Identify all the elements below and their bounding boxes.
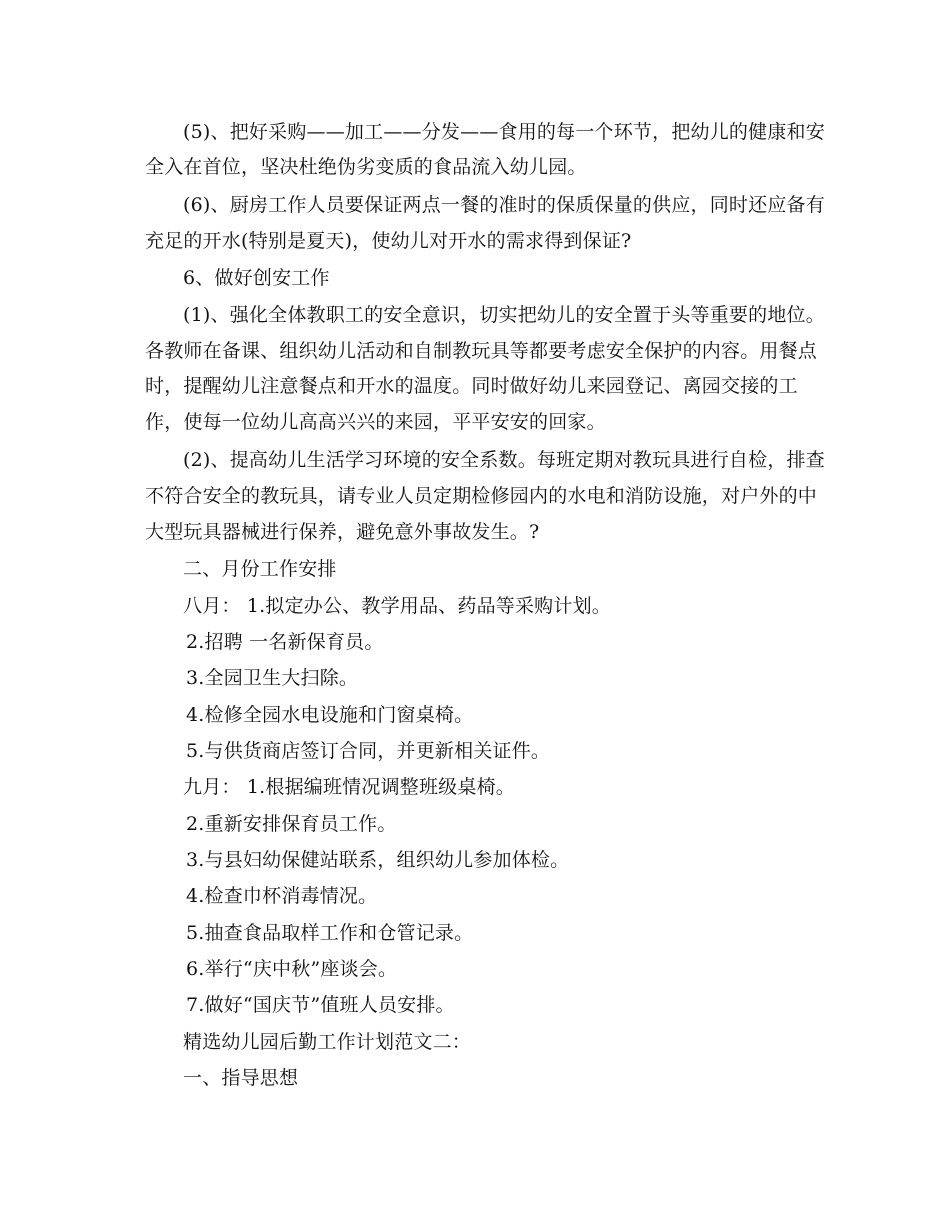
list-item: 5.与供货商店签订合同，并更新相关证件。 <box>186 740 551 762</box>
section-heading: 一、指导思想 <box>183 1067 299 1089</box>
list-item: 5.抽查食品取样工作和仓管记录。 <box>186 922 474 944</box>
list-item: 3.全园卫生大扫除。 <box>186 667 359 689</box>
paragraph-line: (6)、厨房工作人员要保证两点一餐的准时的保质保量的供应，同时还应备有 <box>183 194 825 216</box>
list-item: 九月： 1.根据编班情况调整班级桌椅。 <box>183 776 515 798</box>
list-item: 6.举行“庆中秋”座谈会。 <box>186 958 398 980</box>
list-item: 八月： 1.拟定办公、教学用品、药品等采购计划。 <box>183 595 611 617</box>
section-heading: 二、月份工作安排 <box>183 558 337 580</box>
paragraph-line: 不符合安全的教玩具，请专业人员定期检修园内的水电和消防设施，对户外的中 <box>145 485 818 507</box>
list-item: 2.重新安排保育员工作。 <box>186 813 397 835</box>
section-heading: 6、做好创安工作 <box>183 267 330 289</box>
section-heading: 精选幼儿园后勤工作计划范文二： <box>183 1031 472 1053</box>
list-item: 2.招聘 一名新保育员。 <box>186 631 384 653</box>
list-item: 4.检修全园水电设施和门窗桌椅。 <box>186 704 474 726</box>
list-item: 7.做好“国庆节”值班人员安排。 <box>186 994 455 1016</box>
paragraph-line: (5)、把好采购——加工——分发——食用的每一个环节，把幼儿的健康和安 <box>183 121 825 143</box>
paragraph-line: (1)、强化全体教职工的安全意识，切实把幼儿的安全置于头等重要的地位。 <box>183 304 825 326</box>
paragraph-line: 作，使每一位幼儿高高兴兴的来园，平平安安的回家。 <box>145 411 606 433</box>
paragraph-line: 各教师在备课、组织幼儿活动和自制教玩具等都要考虑安全保护的内容。用餐点 <box>145 340 818 362</box>
paragraph-line: 时，提醒幼儿注意餐点和开水的温度。同时做好幼儿来园登记、离园交接的工 <box>145 375 798 397</box>
paragraph-line: 全入在首位，坚决杜绝伪劣变质的食品流入幼儿园。 <box>145 156 587 178</box>
paragraph-line: 充足的开水(特别是夏天)，使幼儿对开水的需求得到保证? <box>145 230 632 252</box>
paragraph-line: (2)、提高幼儿生活学习环境的安全系数。每班定期对教玩具进行自检，排查 <box>183 449 825 471</box>
list-item: 4.检查巾杯消毒情况。 <box>186 885 378 907</box>
paragraph-line: 大型玩具器械进行保养，避免意外事故发生。? <box>145 521 540 543</box>
list-item: 3.与县妇幼保健站联系，组织幼儿参加体检。 <box>186 849 570 871</box>
